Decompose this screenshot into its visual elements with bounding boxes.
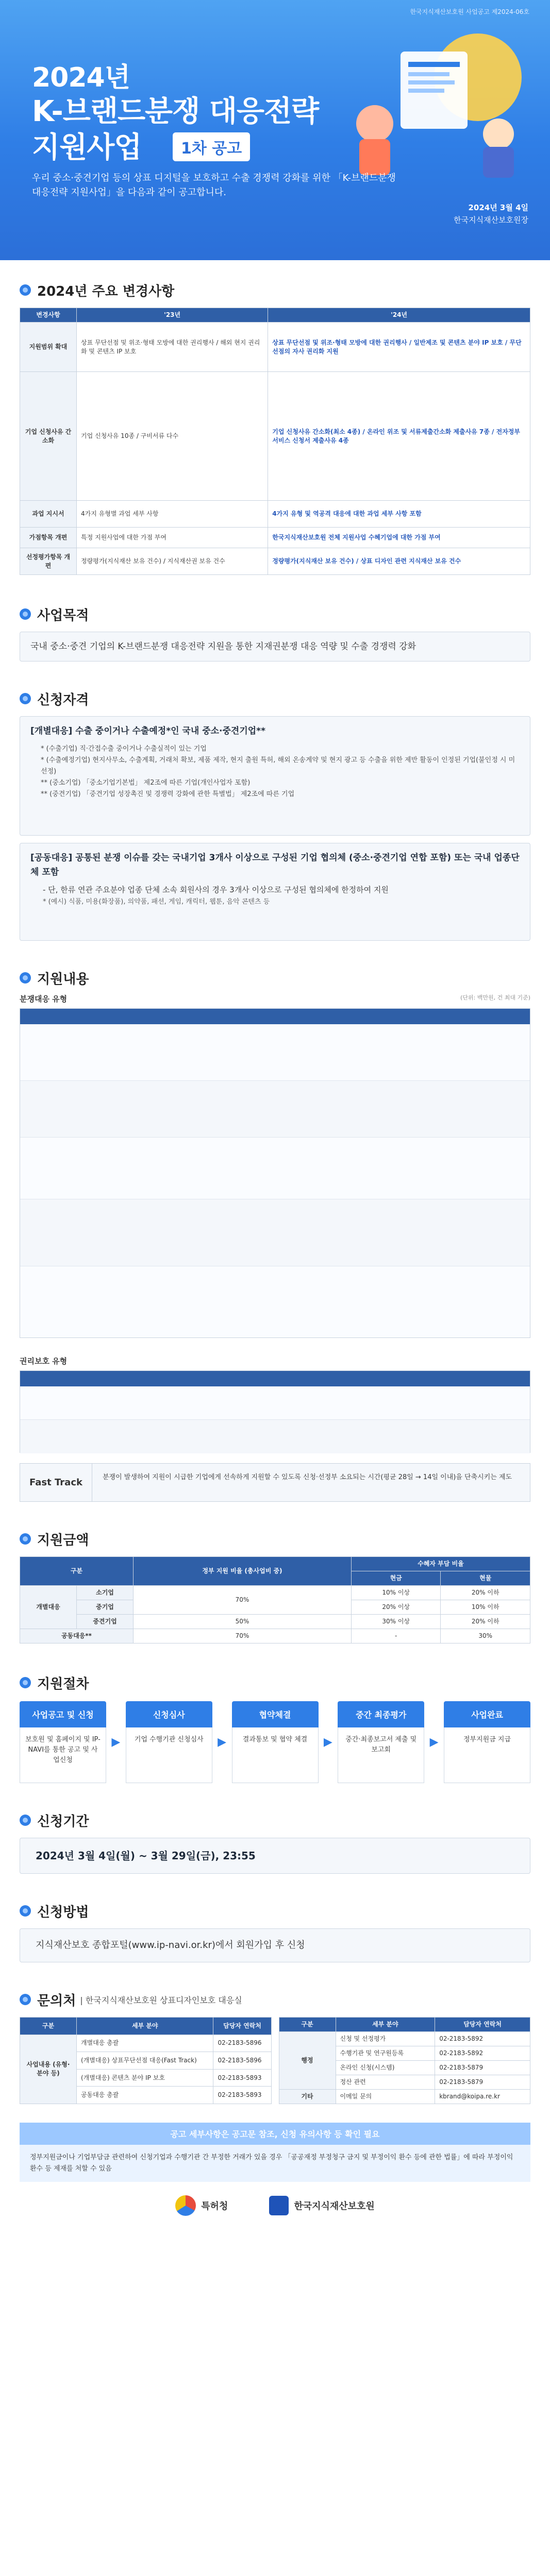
announcement-date: 2024년 3월 4일: [468, 203, 528, 212]
arrow-right-icon: ▶: [323, 1736, 332, 1749]
amount-section: [0, 1502, 550, 1643]
table-row: 중기업 20% 이상 10% 이하: [20, 1600, 530, 1615]
table-row: 공동대응 총괄 02-2183-5893: [20, 2087, 272, 2104]
table-row: 과업 지시서 4가지 유형별 과업 세부 사항 4가지 유형 및 역공격 대응에 대한 과업 세부 사항 포함: [20, 501, 530, 528]
dispute-type-subtitle: 분쟁대응 유형: [20, 994, 68, 1004]
table-row: 선정평가항목 개편 정량평가(지식재산 보유 건수) / 지식재산권 보유 건수 정량평가(지식재산 보유 건수) / 상표 디자인 관련 지식재산 보유 건수: [20, 548, 530, 575]
support-section: 지원내용 분쟁대응 유형 (단위: 백만원, 건 최대 기준) 권리보호 유형 Fast Track 분쟁이 발생하여 지원이 시급한 기업에게 선속하게 지원할 수 있도록 신청·선정부 소요되는 시간(평균 28일 → 14일 이내)을 단축시키는 제도: [0, 941, 550, 1502]
table-row: 가점항목 개편 특정 지원사업에 대한 가점 부여 한국지식재산보호원 전체 지원사업 수혜기업에 대한 가점 부여: [20, 528, 530, 548]
fast-track-box: Fast Track 분쟁이 발생하여 지원이 시급한 기업에게 선속하게 지원할 수 있도록 신청·선정부 소요되는 시간(평균 28일 → 14일 이내)을 단축시키는 제도: [20, 1463, 530, 1502]
hero-year: 2024년: [32, 62, 130, 93]
section-bullet-icon: [20, 608, 31, 620]
table-row: 행정 신청 및 선정평가 02-2183-5892: [279, 2032, 530, 2046]
table-row: 사업내용 (유형·분야 등) 개별대응 총괄 02-2183-5896: [20, 2035, 272, 2052]
contact-section: [0, 1962, 550, 2104]
process-steps: [20, 1701, 530, 1783]
table-row: 온라인 신청(시스템) 02-2183-5879: [279, 2061, 530, 2075]
hero-banner: [0, 0, 550, 260]
purpose-section: [0, 575, 550, 662]
kipo-emblem-icon: [175, 2195, 196, 2216]
koipa-emblem-icon: [269, 2196, 289, 2215]
arrow-right-icon: ▶: [429, 1736, 439, 1749]
section-bullet-icon: [20, 1905, 31, 1917]
notice-header: 공고 세부사항은 공고문 참조, 신청 유의사항 등 확인 필요: [20, 2123, 530, 2145]
table-row: 지원범위 확대 상표 무단선점 및 위조·형태 모방에 대한 권리행사 / 해외 현지 권리화 및 콘텐츠 IP 보호 상표 무단선점 및 위조·형태 모방에 대한 권리행사 / 일반제조 및 콘텐츠 분야 IP 보호 / 무단선점의 자사 권리화 지원: [20, 323, 530, 372]
section-bullet-icon: [20, 1533, 31, 1545]
arrow-right-icon: ▶: [218, 1736, 227, 1749]
arrow-right-icon: ▶: [111, 1736, 121, 1749]
hero-illustration: [344, 15, 529, 180]
method-title: 신청방법: [20, 1901, 530, 1921]
footer-logos: [0, 2182, 550, 2216]
process-step: 사업공고 및 신청 보호원 및 홈페이지 및 IP-NAVI를 통한 공고 및 사업신청: [20, 1701, 106, 1783]
contact-table-right: 구분 세부 분야 담당자 연락처 행정 신청 및 선정평가 02-2183-5892 수행기관 및 연구원등록 02-2183-5892 온라인 신청(시스템) 02-2183-5879 정산 관련 02-2183-5879 기타 이메일 문의 kbrand@koipa.re.kr: [279, 2017, 531, 2104]
hero-intro-line2: 대응전략 지원사업」을 다음과 같이 공고합니다.: [32, 187, 226, 198]
process-step: 사업완료 정부지원금 지급: [444, 1701, 530, 1783]
period-title: 신청기간: [20, 1810, 530, 1831]
process-step: 신청심사 기업 수행기관 신청심사: [126, 1701, 212, 1783]
eligibility-joint-box: [공동대응] 공통된 분쟁 이슈를 갖는 국내기업 3개사 이상으로 구성된 기업 협의체 (중소·중견기업 연합 포함) 또는 국내 업종단체 포함 - 단, 한류 연관 주요분야 업종 단체 소속 회원사의 경우 3개사 이상으로 구성된 협의체에 한정하여 지원 * (예시) 식품, 미용(화장품), 의약품, 패션, 게임, 캐릭터, 웹툰, 음악 콘텐츠 등: [20, 843, 530, 941]
changes-table: 변경사항 '23년 '24년 지원범위 확대 상표 무단선점 및 위조·형태 모방에 대한 권리행사 / 해외 현지 권리화 및 콘텐츠 IP 보호 상표 무단선점 및 위조·형태 모방에 대한 권리행사 / 일반제조 및 콘텐츠 분야 IP 보호 / 무단선점의 자사 권리화 지원 기업 신청사유 간소화 기업 신청사유 10종 / 구비서류 다수 기업 신청사유 간소화(최소 4종) / 온라인 위조 및 서류제출간소화 제출사유 7종 / 전자정부 서비스 신청서 제출사유 4종 과업 지시서 4가지 유형별 과업 세부 사항 4가지 유형 및 역공격 대응에 대한 과업 세부 사항 포함 가점항목 개편 특정 지원사업에 대한 가점 부여 한국지식재산보호원 전체 지원사업 수혜기업에 대한 가점 부여 선정평가항목 개편 정량평가(지식재산 보유 건수) / 지식재산권 보유 건수 정량평가(지식재산 보유 건수) / 상표 디자인 관련 지식재산 보유 건수: [20, 308, 530, 575]
period-box: 2024년 3월 4일(월) ~ 3월 29일(금), 23:55: [20, 1838, 530, 1874]
hero-intro-line1: 우리 중소·중견기업 등의 상표 디지털을 보호하고 수출 경쟁력 강화를 위한 「K-브랜드분쟁: [32, 173, 396, 183]
table-row: 중견기업 50% 30% 이상 20% 이하: [20, 1615, 530, 1629]
amount-title: 지원금액: [20, 1529, 530, 1549]
process-step: 중간 최종평가 중간·최종보고서 제출 및 보고회: [338, 1701, 424, 1783]
table-row: (개별대응) 상표무단선점 대응(Fast Track) 02-2183-5896: [20, 2052, 272, 2070]
support-title: 지원내용: [20, 968, 530, 988]
process-section: [0, 1643, 550, 1783]
purpose-box: 국내 중소·중견 기업의 K-브랜드분쟁 대응전략 지원을 통한 지재권분쟁 대응 역량 및 수출 경쟁력 강화: [20, 632, 530, 662]
table-row: 수행기관 및 연구원등록 02-2183-5892: [279, 2046, 530, 2061]
contact-table-left: 구분 세부 분야 담당자 연락처 사업내용 (유형·분야 등) 개별대응 총괄 02-2183-5896 (개별대응) 상표무단선점 대응(Fast Track) 02-2183-5896 (개별대응) 콘텐츠 분야 IP 보호 02-2183-5893 공동대응 총괄 02-2183-5893: [20, 2017, 272, 2104]
table-row: 기업 신청사유 간소화 기업 신청사유 10종 / 구비서류 다수 기업 신청사유 간소화(최소 4종) / 온라인 위조 및 서류제출간소화 제출사유 7종 / 전자정부 서비스 신청서 제출사유 4종: [20, 372, 530, 501]
changes-section: [0, 260, 550, 575]
process-title: 지원절차: [20, 1672, 530, 1693]
method-section: [0, 1874, 550, 1962]
section-bullet-icon: [20, 1677, 31, 1688]
purpose-title: 사업목적: [20, 604, 530, 624]
section-bullet-icon: [20, 972, 31, 984]
eligibility-section: [0, 662, 550, 941]
rights-type-subtitle: 권리보호 유형: [20, 1357, 68, 1366]
hero-title-line2: 지원사업: [32, 131, 142, 164]
document-number: 한국지식재산보호원 사업공고 제2024-06호: [410, 8, 529, 15]
section-bullet-icon: [20, 693, 31, 704]
table-row: 개별대응 소기업 70% 10% 이상 20% 이하: [20, 1586, 530, 1600]
contact-email-link[interactable]: kbrand@koipa.re.kr: [435, 2090, 530, 2104]
dispute-type-table: [20, 1008, 530, 1338]
amount-table: 구분 정부 지원 비율 (총사업비 중) 수혜자 부담 비율 현금 현물 개별대응 소기업 70% 10% 이상 20% 이하 중기업 20% 이상 10% 이하 중견기업 50% 30% 이상 20% 이하 공동대응** 70% - 30%: [20, 1556, 530, 1643]
section-bullet-icon: [20, 1815, 31, 1826]
kipo-logo: 특허청: [175, 2195, 228, 2216]
announcement-badge: 1차 공고: [173, 132, 250, 161]
table-row: 공동대응** 70% - 30%: [20, 1629, 530, 1643]
section-bullet-icon: [20, 1994, 31, 2005]
rights-type-table: [20, 1370, 530, 1453]
section-bullet-icon: [20, 284, 31, 296]
hero-title-line1: K-브랜드분쟁 대응전략: [32, 95, 319, 128]
table-row: 기타 이메일 문의 kbrand@koipa.re.kr: [279, 2090, 530, 2104]
eligibility-title: 신청자격: [20, 688, 530, 709]
announcement-org: 한국지식재산보호원장: [454, 215, 528, 225]
koipa-logo: 한국지식재산보호원: [269, 2196, 375, 2215]
notice-body: 정부지원금이나 기업부담금 관련하여 신청기업과 수행기관 간 부정한 거래가 있을 경우 「공공재정 부정청구 금지 및 부정이익 환수 등에 관한 법률」에 따라 부정이익 환수 등 제재를 처할 수 있음: [20, 2145, 530, 2182]
changes-title: 2024년 주요 변경사항: [20, 280, 530, 300]
method-box: 지식재산보호 종합포털(www.ip-navi.or.kr)에서 회원가입 후 신청: [20, 1928, 530, 1962]
table-row: 정산 관련 02-2183-5879: [279, 2075, 530, 2090]
contact-title: 문의처 | 한국지식재산보호원 상표디자인보호 대응실: [20, 1989, 530, 2010]
process-step: 협약체결 결과통보 및 협약 체결: [232, 1701, 319, 1783]
period-section: [0, 1783, 550, 1874]
table-row: (개별대응) 콘텐츠 분야 IP 보호 02-2183-5893: [20, 2069, 272, 2087]
eligibility-individual-box: [개별대응] 수출 중이거나 수출예정*인 국내 중소·중견기업** * (수출기업) 직·간접수출 중이거나 수출실적이 있는 기업 * (수출예정기업) 현지사무소, 수출계획, 거래처 확보, 제품 제작, 현지 출원 특허, 해외 온송계약 및 현지 광고 등 수출을 위한 제반 활동이 인정된 기업(불인정 시 미선정) ** (중소기업) 「중소기업기본법」 제2조에 따른 기업(개인사업자 포함) ** (중견기업) 「중견기업 성장촉진 및 경쟁력 강화에 관한 특별법」 제2조에 따른 기업: [20, 716, 530, 836]
hero-intro: [32, 171, 547, 200]
notice-section: [0, 2104, 550, 2182]
